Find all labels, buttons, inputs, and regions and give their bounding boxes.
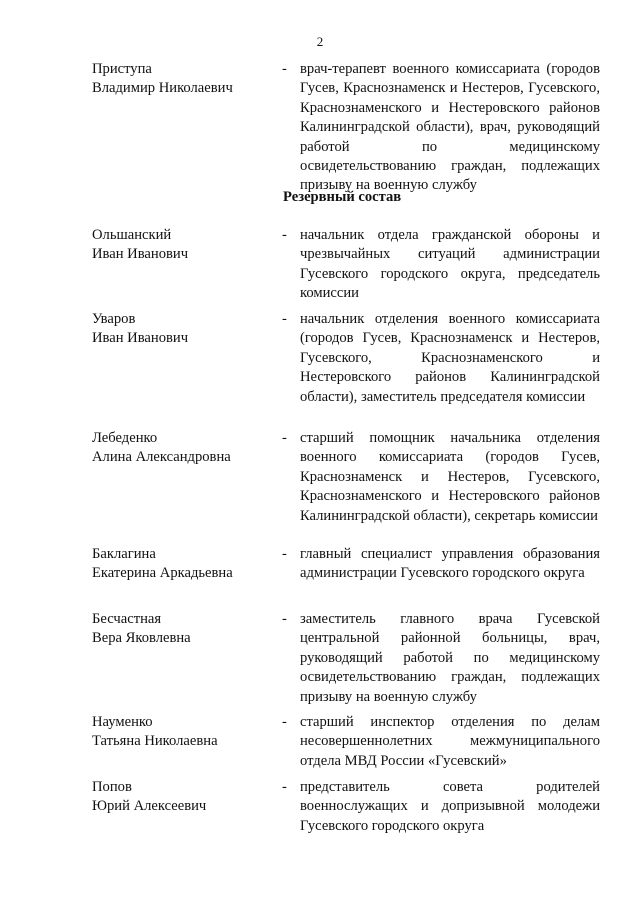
- dash-separator: -: [282, 227, 287, 243]
- dash-separator: -: [282, 546, 287, 562]
- dash-separator: -: [282, 430, 287, 446]
- member-name: [92, 226, 272, 265]
- member-given-names: Владимир Николаевич: [92, 80, 233, 97]
- member-description: начальник отделения военного комиссариата (городов Гусев, Краснознаменск и Нестеров, Гусевского, Краснознаменского и Нестеровского районов Калининградской области), заместитель председателя комиссии: [300, 311, 600, 405]
- member-name: [92, 545, 272, 584]
- member-given-names: Алина Александровна: [92, 449, 231, 466]
- dash-separator: -: [282, 61, 287, 77]
- member-given-names: Вера Яковлевна: [92, 630, 191, 647]
- member-name: [92, 713, 272, 752]
- member-description: старший инспектор отделения по делам несовершеннолетних межмуниципального отдела МВД России «Гусевский»: [300, 714, 600, 769]
- member-surname: Бесчастная: [92, 611, 162, 627]
- member-surname: Баклагина: [92, 546, 156, 562]
- member-description: представитель совета родителей военнослужащих и допризывной молодежи Гусевского городского округа: [300, 779, 600, 834]
- member-given-names: Екатерина Аркадьевна: [92, 565, 233, 582]
- member-name: [92, 60, 272, 99]
- member-surname: Лебеденко: [92, 430, 158, 446]
- member-given-names: Иван Иванович: [92, 246, 189, 263]
- member-surname: Приступа: [92, 61, 152, 77]
- member-name: [92, 429, 272, 468]
- member-given-names: Татьяна Николаевна: [92, 733, 218, 750]
- reserve-heading: Резервный состав: [283, 189, 402, 205]
- member-description: начальник отдела гражданской обороны и чрезвычайных ситуаций администрации Гусевского городского округа, председатель комиссии: [300, 227, 600, 302]
- dash-separator: -: [282, 311, 287, 327]
- member-description: старший помощник начальника отделения военного комиссариата (городов Гусев, Краснознаменск и Нестеров, Гусевского, Краснознаменского и Нестеровского районов Калининградской области), секретарь комиссии: [300, 430, 600, 524]
- member-description: врач-терапевт военного комиссариата (городов Гусев, Краснознаменск и Нестеров, Гусевского, Краснознаменского и Нестеровского районов Калининградской области), врач, руководящий работой по медицинскому освидетельствованию граждан, подлежащих призыву на военную службу: [300, 61, 600, 194]
- member-description: главный специалист управления образования администрации Гусевского городского округа: [300, 546, 600, 582]
- member-surname: Попов: [92, 779, 132, 795]
- dash-separator: -: [282, 611, 287, 627]
- dash-separator: -: [282, 779, 287, 795]
- member-surname: Науменко: [92, 714, 153, 730]
- member-name: [92, 778, 272, 817]
- member-name: [92, 610, 272, 649]
- member-name: [92, 310, 272, 349]
- member-given-names: Иван Иванович: [92, 330, 189, 347]
- member-surname: Ольшанский: [92, 227, 172, 243]
- member-description: заместитель главного врача Гусевской центральной районной больницы, врач, руководящий работой по медицинскому освидетельствованию граждан, подлежащих призыву на военную службу: [300, 611, 600, 705]
- page-number: 2: [316, 34, 324, 49]
- member-surname: Уваров: [92, 311, 136, 327]
- dash-separator: -: [282, 714, 287, 730]
- member-given-names: Юрий Алексеевич: [92, 798, 207, 815]
